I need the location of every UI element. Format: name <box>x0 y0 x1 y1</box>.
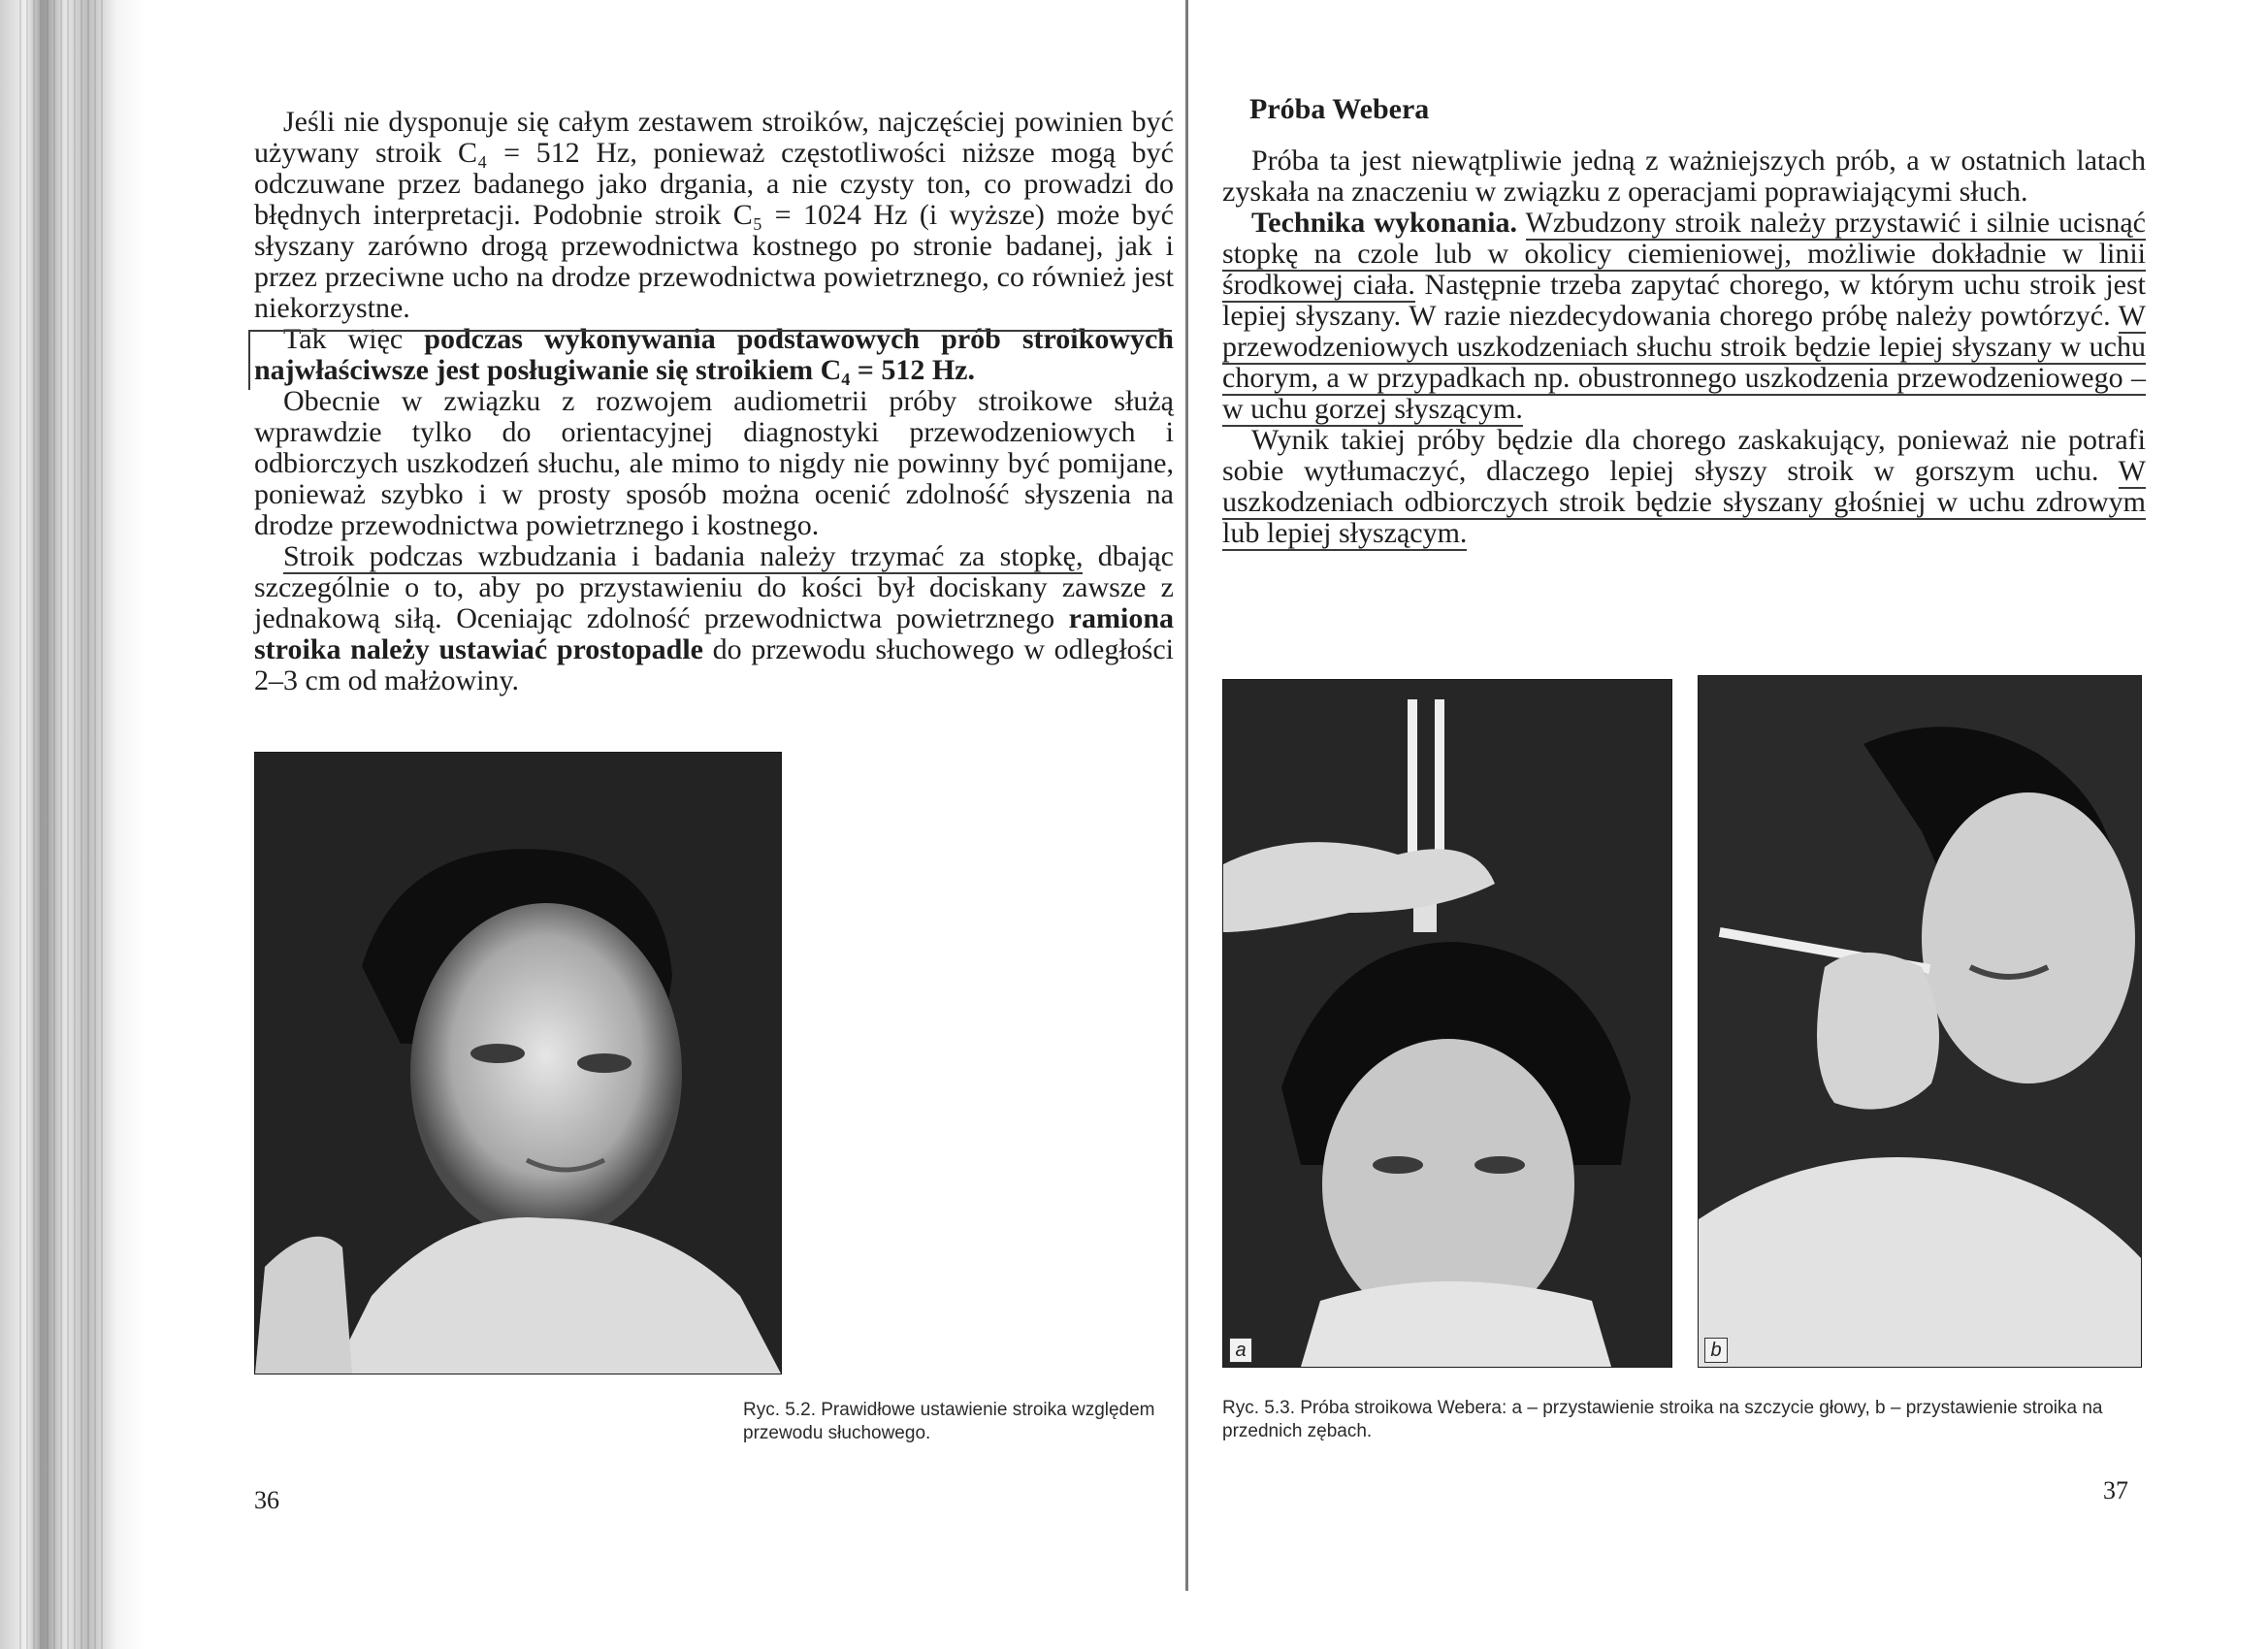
figure-caption: Ryc. 5.3. Próba stroikowa Webera: a – przystawienie stroika na szczycie głowy, b – przystawienie stroika na przednich zębach. <box>1222 1398 2103 1441</box>
text-span: dbając szczególnie o to, aby po przystawieniu do kości był dociskany zawsze z jednakową siłą. Oceniając zdolność przewodnictwa powietrznego <box>254 540 1174 634</box>
figure-photo-a <box>1222 679 1672 1368</box>
hand-drawn-bracket <box>248 330 1172 390</box>
underlined-text: Stroik podczas wzbudzania i badania należy trzymać za stopkę, <box>283 540 1084 572</box>
figure-caption: Ryc. 5.2. Prawidłowe ustawienie stroika względem przewodu słuchowego. <box>743 1400 1155 1443</box>
paragraph <box>1222 425 2146 549</box>
text-span: Tak więc <box>283 323 425 355</box>
page-number: 37 <box>2103 1476 2128 1504</box>
figure-photo-b <box>1698 675 2142 1368</box>
left-page-text <box>254 107 1174 696</box>
underlined-text: W przewodzeniowych uszkodzeniach słuchu stroik będzie lepiej słyszany w uchu chorym, a w przypadkach np. obustronnego uszkodzenia przewodzeniowego – w uchu gorzej słyszącym. <box>1222 300 2146 425</box>
text-span: do przewodu słuchowego w odległości 2–3 cm od małżowiny. <box>254 633 1174 696</box>
section-heading: Próba Webera <box>1249 93 1430 125</box>
page-gutter <box>1185 0 1188 1591</box>
figure-photo <box>254 752 782 1374</box>
paragraph <box>254 541 1174 696</box>
page-number: 36 <box>254 1486 279 1514</box>
underlined-text: Wzbudzony stroik należy przystawić i silnie ucisnąć stopkę na czole lub w okolicy ciemieniowej, możliwie dokładnie w linii środkowej ciała. <box>1222 207 2146 301</box>
paragraph <box>1222 208 2146 425</box>
right-page-text <box>1222 146 2146 549</box>
photo-tuning-fork-teeth <box>1699 676 2141 1367</box>
text-span: Wynik takiej próby będzie dla chorego zaskakujący, ponieważ nie potrafi sobie wytłumaczyć, dlaczego lepiej słyszy stroik w gorszym uchu. <box>1222 424 2146 487</box>
underlined-text: W uszkodzeniach odbiorczych stroik będzie słyszany głośniej w uchu zdrowym lub lepiej słyszącym. <box>1222 455 2146 549</box>
photo-label: b <box>1704 1338 1728 1363</box>
bold-text: ramiona stroika należy ustawiać prostopadle <box>254 602 1174 665</box>
photo-tuning-fork-forehead <box>1223 680 1671 1367</box>
bold-text: Technika wykonania. <box>1251 207 1517 239</box>
paragraph: Obecnie w związku z rozwojem audiometrii próby stroikowe służą wprawdzie tylko do orientacyjnej diagnostyki przewodzeniowych i odbiorczych uszkodzeń słuchu, ale mimo to nigdy nie powinny być pomijane, ponieważ szybko i w prosty sposób można ocenić zdolność słyszenia na drodze przewodnictwa powietrznego i kostnego. <box>254 385 1174 541</box>
paragraph: Próba ta jest niewątpliwie jedną z ważniejszych prób, a w ostatnich latach zyskała na znaczeniu w związku z operacjami poprawiającymi słuch. <box>1222 145 2146 208</box>
photo-woman-portrait <box>255 753 781 1374</box>
photo-label: a <box>1229 1338 1252 1363</box>
text-span: Następnie trzeba zapytać chorego, w którym uchu stroik jest lepiej słyszany. W razie niezdecydowania chorego próbę należy powtórzyć. <box>1222 269 2146 332</box>
paragraph: Jeśli nie dysponuje się całym zestawem stroików, najczęściej powinien być używany stroik C₄ = 512 Hz, ponieważ częstotliwości niższe mogą być odczuwane przez badanego jako drgania, a nie czysty ton, co prowadzi do błędnych interpretacji. Podobnie stroik C₅ = 1024 Hz (i wyższe) może być słyszany zarówno drogą przewodnictwa kostnego po stronie badanej, jak i przez przeciwne ucho na drodze przewodnictwa powietrznego, co również jest niekorzystne. <box>254 106 1174 324</box>
bold-text: podczas wykonywania podstawowych prób stroikowych najwłaściwsze jest posługiwanie się stroikiem C₄ = 512 Hz. <box>254 323 1174 386</box>
